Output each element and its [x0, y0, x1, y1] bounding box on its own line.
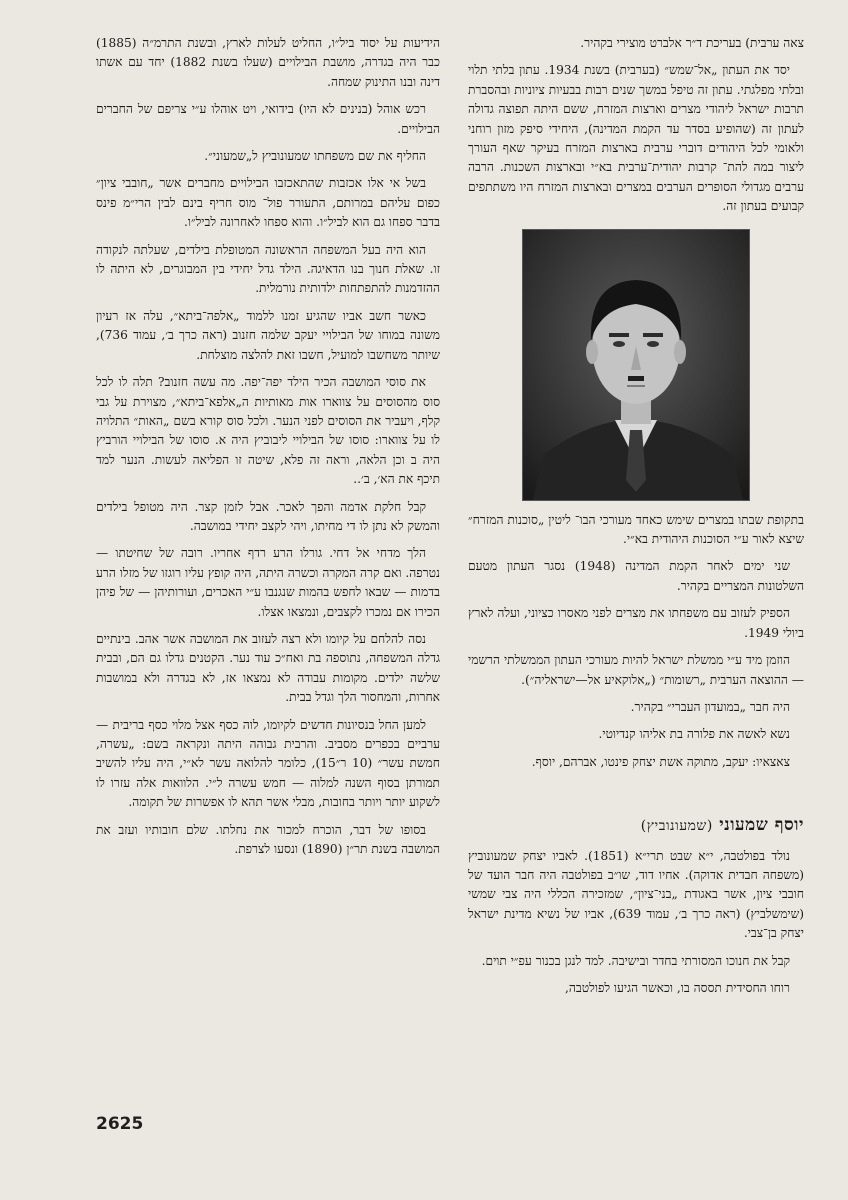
portrait-frame — [468, 229, 804, 501]
paragraph: היה חבר „במועדון העברי״ בקהיר. — [630, 699, 790, 714]
paragraph: בשל אי אלו אכזבות שהתאכזבו הבילויים מחברים אשר „חובבי ציון״ כפום עליהם במרותם, התעורר פול־ מוס חריף בינם לבין הרי״מ פינס בדבר ספחו גם הוא לביל״ו. והוא ספחו לאחרונה לביל״ו. — [96, 176, 440, 230]
portrait-photo — [522, 229, 750, 501]
paragraph: צאצאיו: יעקב, מתוקה אשת יצחק פינטו, אברהם, יוסף. — [531, 754, 790, 769]
paragraph: רוחו החסידית תססה בו, וכאשר הגיעו לפולטבה, — [565, 980, 790, 995]
paragraph: למען החל בנסיונות חדשים לקיומו, לוה כסף אצל מלוי כסף בריבית — ערביים בכפרים מסביב. והרבית גבוהה היתה ונקראה בשם: „עשרה, חמשת עשר״ (10 ר״15), כלומר להלואה עשר לא״י, היה עליו להשיב תמורתן בסוף השנה למלוה — חמש עשרה ל״י. הלוואות אלה עזרו לו לשקוע יותר ויותר בחובות, מבלי אשר תהא לו אפשרות של תקומה. — [96, 717, 440, 810]
paragraph: החליף את שם משפחתו שמעונוביץ ל„שמעוני״. — [204, 149, 426, 164]
paragraph: נולד בפולטבה, י״א שבט תרי״א (1851). לאביו יצחק שמעונוביץ (משפחה חבדית אדוקה). אחיו דוד, שו״ב בפולטבה היה חבר הועד של חובבי ציון, אשר באגודת „בני־ציון״, שמזכירה הכללי היה צבי שמשי (שימשלביץ) (ראה כרך ב׳, עמוד 639), אביו של נשיא מדינת ישראל יצחק בן־צבי. — [468, 848, 805, 941]
paragraph: קבל חלקת אדמה והפך לאכר. אבל לזמן קצר. היה מטופל בילדים והמשק לא נתן לו די מחיתו, ויהי לקצב יחידי במושבה. — [96, 499, 440, 533]
paragraph: הלך מדחי אל דחי. גורלו הרע רדף אחריו. רובה של שחיטתו — נטרפה. ואם קרה המקרה וכשרה היתה, היה קופץ עליו רוגזו של מזלו הרע בדמות — שבאו לחפש בהמות שנגנבו ע״י האכרים, ועורותיהן — של פיהן הכירו אם נמכרו לקצבים, ונמצאו אצלו. — [96, 546, 440, 619]
paragraph: נשא לאשה את פלורה בת אליהו קנדיוטי. — [598, 727, 790, 742]
heading-original-name: (שמעונוביץ) — [640, 818, 713, 835]
paragraph: כאשר חשב אביו שהגיע זמנו ללמוד „אלפה־ביתא״, עלה אז רעיון משונה במוחו של הבילויי יעקב שלמה חזנוב (ראה כרך ב׳, עמוד 736), שיותר משחשבו למועיל, חשבו זאת להלצה מוצלחת. — [96, 308, 440, 362]
paragraph: שני ימים לאחר הקמת המדינה (1948) נסגר העתון מטעם השלטונות המצריים בקהיר. — [468, 559, 804, 593]
section-heading — [468, 816, 804, 836]
paragraph: הידיעות על יסוד ביל״ו, החליט לעלות לארץ, ובשנת התרמ״ה (1885) כבר היה בגדרה, מושבת הבילויים (שעלו בשנת 1882) יחד עם אשתו דינה ובנו התינוק שמחה. — [96, 36, 440, 89]
page-number: 2625 — [96, 1114, 144, 1134]
paragraph: רכש אוהל (בנינים לא היו) בידואי, ויט אוהלו ע״י צריפם של החברים הבילויים. — [96, 102, 440, 136]
paragraph: צאה ערבית) בעריכת ד״ר אלברט מוצירי בקהיר. — [580, 36, 804, 50]
paragraph: קבל את חנוכו המסורתי בחדר ובישיבה. למד לנגן בכנור עפ״י תוים. — [481, 953, 790, 968]
paragraph: יסד את העתון „אל־שמש״ (בערבית) בשנת 1934. עתון בלתי תלוי ובלתי מפלגתי. עתון זה טיפל במשך שנים רבות בבעיות ציוניות ובהסברת תרבות ישראל ליהודי מצרים וארצות המזרח, ששם היתה תפוצה גדולה לעתון זה (שהופיע בסדר עד הקמת המדינה), היחידי סיפק מזון רוחני ולאומי לכל היהודים דוברי ערבית בארצות המזרח בעיקר שאף העורך ליצור במה להת־ קרבות יהודית־ערבית בא״י ובארצות השכנות. הרבה ערבים מגדולי הסופרים הערבים במצרים ובארצות המזרח היו משתתפים קבועים בעתון זה. — [468, 63, 804, 214]
left-column — [96, 34, 440, 867]
paragraph: הוא היה בעל המשפחה הראשונה המטופלת בילדים, שעלתה לנקודה זו. שאלת חנוך בנו הדאיגה. הילד גדל יחידי בין המבוגרים, לא היתה לו ההזדמנות להתפתחות ילדותית נורמלית. — [96, 242, 440, 296]
paragraph: בתקופת שבתו במצרים שימש כאחד מעורכי הבו־ ליטין „סוכנות המזרח״ שיצא לאור ע״י הסוכנות היהודית בא״י. — [468, 512, 804, 547]
paragraph: הוזמן מיד ע״י ממשלת ישראל להיות מעורכי העתון הממשלתי הרשמי — ההוצאה הערבית „רשומות״ („אלוקאיע אל—ישראליה״). — [468, 653, 804, 687]
paragraph: את סוסי המושבה הכיר הילד יפה־יפה. מה עשה חזנוב? תלה לו לכל סוס מהסוסים על צווארו אות מאותיות ה„אלפא־ביתא״, מצוירת על גבי קלף, ויעביר את הסוסים לפני הנער. ולכל סוס קורא בשם „האות״ התלויה לו על צווארו: סוסו של הבילויי ליבוביץ היה א. סוסו של הבילויי הורביץ היה ב וכן הלאה, וראה זה פלא, שיטה זו הפליאה לעשות. הנער למד תיכף את הא׳, ב׳.. — [96, 375, 440, 487]
paragraph: נסה להלחם על קיומו ולא רצה לעזוב את המושבה אשר אהב. בינתיים גדלה המשפחה, נתוספה בת ואח״כ עוד נער. הקטנים גדלו גם הם, ובבית שלשה ילדים. מקומות עבודה לא נמצאו אז, לא בגדרה ולא במושבות אחרות, והמחסור הלך וגדל בבית. — [96, 631, 440, 705]
paragraph: הספיק לעזוב עם משפחתו את מצרים לפני מאסרו כציוני, ועלה לארץ ביולי 1949. — [468, 606, 804, 640]
heading-name: יוסף שמעוני — [719, 815, 804, 836]
paragraph: בסופו של דבר, הוכרח למכור את נחלתו. שלם חובותיו ועזב את המושבה בשנת תר״ן (1890) ונסעו לצרפת. — [96, 822, 440, 857]
portrait-image — [523, 230, 749, 500]
right-column — [468, 34, 804, 1006]
